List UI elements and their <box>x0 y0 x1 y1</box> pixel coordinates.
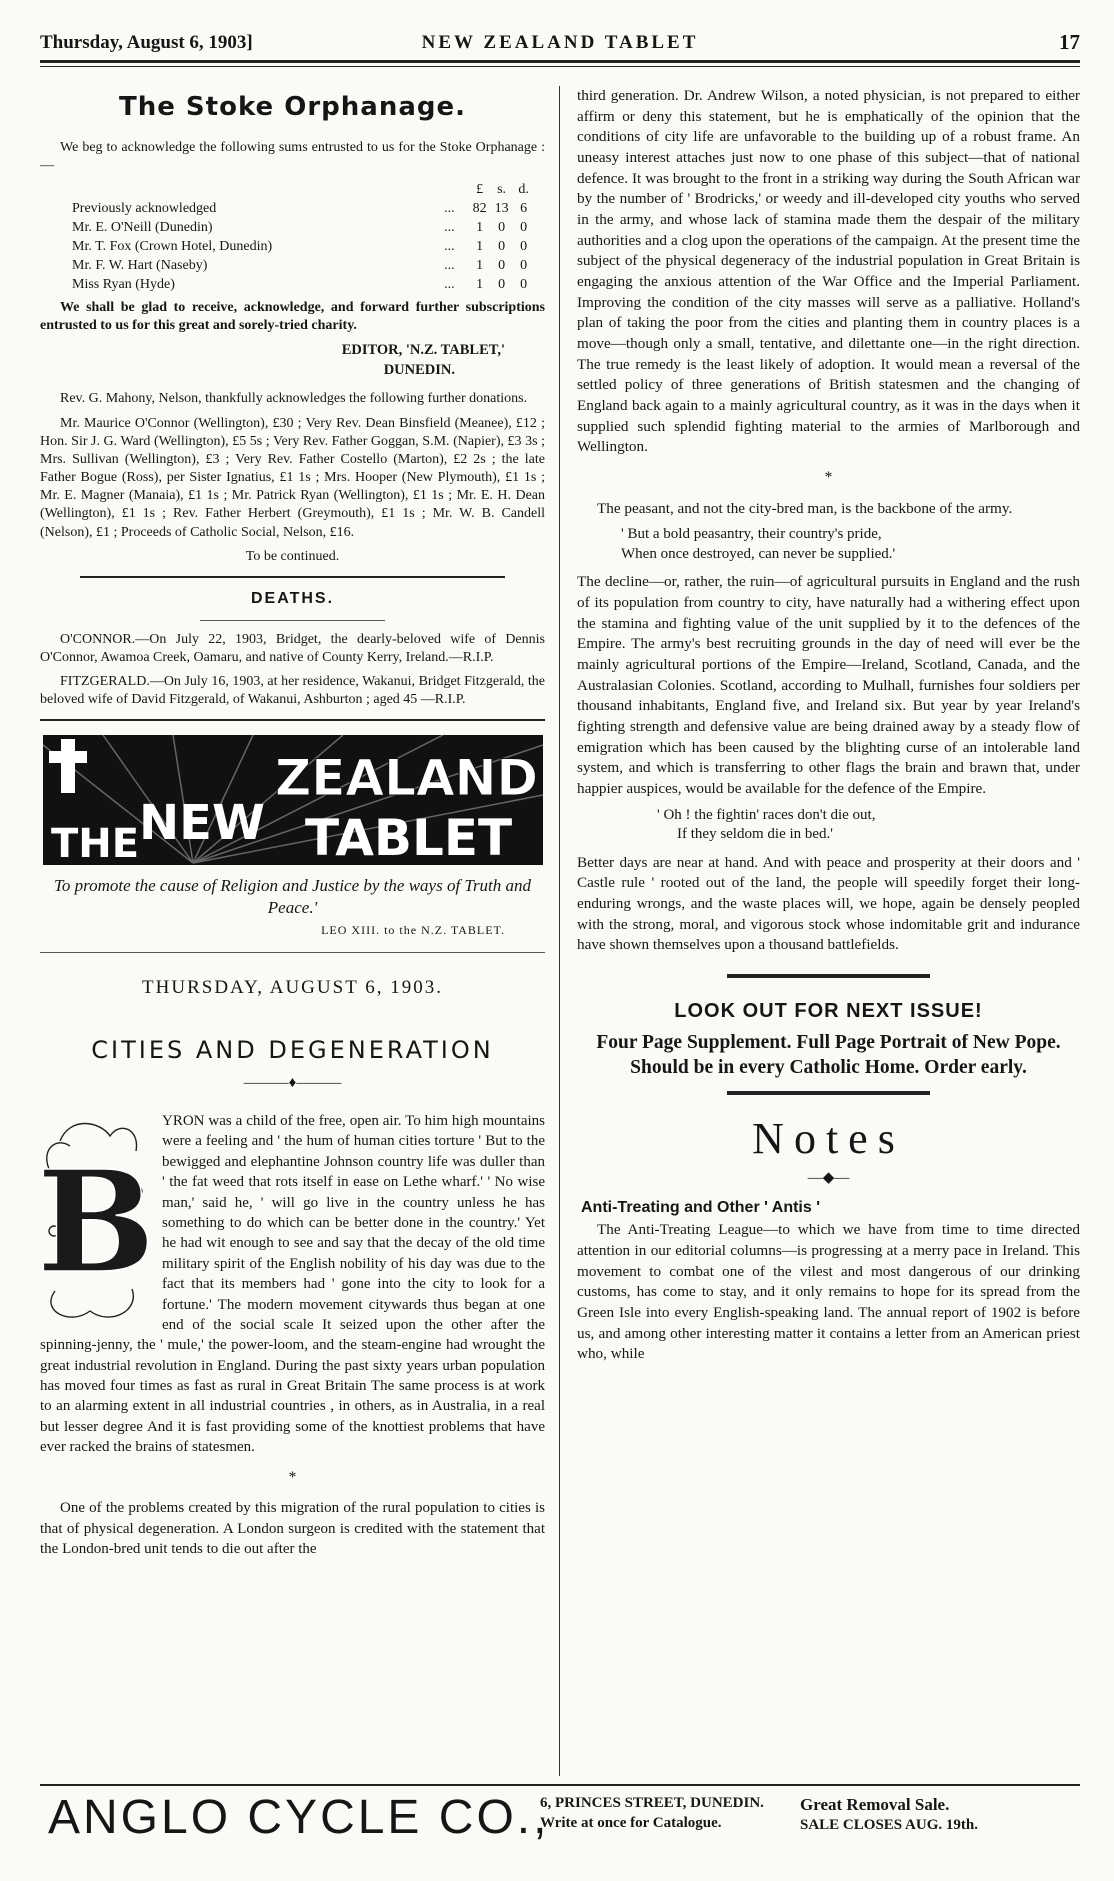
paper-name: NEW ZEALAND TABLET <box>421 32 699 53</box>
orphanage-intro: We beg to acknowledge the following sums entrusted to us for the Stoke Orphanage :— <box>40 140 545 174</box>
lookout-title: LOOK OUT FOR NEXT ISSUE! <box>674 1000 983 1023</box>
pence-cell: 0 <box>520 258 528 274</box>
pence-cell: 0 <box>520 220 528 236</box>
editorial-title: CITIES AND DEGENERATION <box>91 1036 494 1065</box>
editor-location: DUNEDIN. <box>383 361 455 378</box>
sale-close-date: SALE CLOSES AUG. 19th. <box>800 1817 978 1834</box>
motto: To promote the cause of Religion and Justice by the ways of Truth and Peace.' <box>53 876 532 918</box>
shillings-cell: 0 <box>498 220 506 236</box>
masthead-rule <box>40 60 1080 67</box>
page-number: 17 <box>1059 30 1080 54</box>
editorial-paragraph: Better days are near at hand. And with peace and prosperity at their doors and ' Castle rule ' rooted out of the land, the people will speedily forget their long-enduring wrongs, and the waste places will, we hope, again be densely peopled with the strong, moral, and vigorous stock whose indomitable grit and indurance have shown themselves upon a thousand battlefields. <box>577 853 1080 954</box>
pence-header: d. <box>518 182 529 198</box>
pounds-cell: 1 <box>476 239 484 255</box>
sale-notice <box>800 1794 978 1836</box>
section-star: * <box>288 1468 297 1486</box>
shillings-cell: 0 <box>498 276 506 292</box>
dropcap-letter: B <box>40 1141 152 1305</box>
table-row <box>70 238 535 257</box>
address-line: 6, PRINCES STREET, DUNEDIN. <box>540 1795 764 1811</box>
advertiser-address <box>540 1794 764 1833</box>
leader-dots: ... <box>444 276 455 292</box>
editorial-paragraph: YRON was a child of the free, open air. To him high mountains were a feeling and ' the hum of human cities torture ' But to the bewigged and elephantine Johnson country life was duller than ' the fat weed that rots itself in ease on Lethe wharf.' ' No wise man,' said he, ' will go live in the country unless he has something to do which can be better done in the country.' Yet he had wit enough to see and say that the decay of the old time military spirit of the English nobility of his day was due to the fact that its members had ' gone into the city to look for a fortune.' The modern movement citywards thus began at one end of the social scale It seized upon the other after the spinning-jenny, the ' mule,' the power-loom, and the steam-engine had wrought the great industrial revolution in England. During the past sixty years urban population has moved four times as fast as rural in Great Britain The same process is at work to an alarming extent in all industrial countries , in others, as in Australia, in a real but lesser degree And it is fast providing some of the knottiest problems that have ever racked the brains of statesmen. <box>40 1113 545 1456</box>
pence-cell: 0 <box>520 276 528 292</box>
shillings-cell: 0 <box>498 258 506 274</box>
pounds-cell: 1 <box>476 220 484 236</box>
orphanage-closing: We shall be glad to receive, acknowledge, and forward further subscriptions entrusted to us for this great and sorely-tried charity. <box>40 299 545 333</box>
column-divider <box>559 86 560 1776</box>
orphanage-title: The Stoke Orphanage. <box>119 92 466 122</box>
pence-cell: 0 <box>520 239 528 255</box>
advertiser-name: ANGLO CYCLE CO., <box>48 1791 550 1844</box>
verse-line: ' Oh ! the fightin' races don't die out, <box>657 806 876 823</box>
footer-rule <box>40 1784 1080 1786</box>
editorial-paragraph: third generation. Dr. Andrew Wilson, a noted physician, is not prepared to either affirm or deny this statement, but he is emphatically of the opinion that the conditions of city life are unfavorable to the building up of a robust frame. An uneasy interest attaches just now to one phase of this subject—that of national defence. It was brought to the front in a striking way during the South African war by the number of ' Brodricks,' or weedy and ill-developed city youths who served in the army, and whose lack of stamina made them the despair of the military authorities and a clog upon the operations of the campaign. At the present time the subject of the physical degeneracy of the industrial population in Great Britain is engaging the anxious attention of the War Office and the Imperial Parliament. Improving the condition of the city masses will serve as a palliative. Holland's plan of taking the poor from the cities and planting them in country places is a move—though only a small, tentative, and dilettante one—in the right direction. The true remedy is the least likely of adoption. It would mean a reversal of the settled policy of three generations of British statesmen and the changing of England back again to a mainly agricultural country, as it was in the days when it supplied such splendid fighting material to the armies of Marlborough and Wellington. <box>577 87 1080 456</box>
donor-name: Miss Ryan (Hyde) <box>72 276 175 292</box>
short-rule <box>200 620 385 621</box>
logo-new: NEW <box>138 795 265 852</box>
section-rule <box>40 719 545 721</box>
catalogue-line: Write at once for Catalogue. <box>540 1814 722 1831</box>
shillings-cell: 0 <box>498 239 506 255</box>
verse-line: When once destroyed, can never be supplied.' <box>621 545 896 562</box>
editorial-paragraph: The peasant, and not the city-bred man, is the backbone of the army. <box>597 499 1013 517</box>
ornamental-dropcap-icon <box>40 1111 152 1329</box>
pounds-cell: 1 <box>476 258 484 274</box>
donor-name: Mr. F. W. Hart (Naseby) <box>72 258 208 274</box>
table-row <box>70 257 535 276</box>
tablet-logo <box>43 735 543 865</box>
table-row <box>70 276 535 295</box>
verse-line: If they seldom die in bed.' <box>677 826 833 843</box>
editorial-paragraph: One of the problems created by this migration of the rural population to cities is that of physical degeneration. A London surgeon is credited with the statement that the London-bred unit tends to die out after the <box>40 1500 545 1557</box>
notes-paragraph: The Anti-Treating League—to which we have from time to time directed attention in our editorial columns—is progressing at a merry pace in Ireland. This movement to combat one of the vilest and most dangerous of our drinking customs, has come to stay, and it only remains to hope for its spread from the Green Isle into every English-speaking land. The annual report of 1902 is before us, and among other interesting matter it contains a letter from an American priest who, while <box>577 1221 1080 1363</box>
pence-cell: 6 <box>520 201 528 217</box>
logo-tablet: TABLET <box>304 809 512 866</box>
notes-subhead: Anti-Treating and Other ' Antis ' <box>581 1198 821 1216</box>
left-column <box>40 86 545 1565</box>
mahony-notice: Rev. G. Mahony, Nelson, thankfully acknowledges the following further donations. <box>60 391 528 407</box>
leader-dots: ... <box>444 220 455 236</box>
masthead <box>40 26 1080 54</box>
donations-table <box>70 181 535 294</box>
table-row <box>70 219 535 238</box>
continued-note: To be continued. <box>245 548 340 564</box>
advertisement-footer <box>40 1790 1080 1850</box>
dropcap-b <box>40 1111 152 1329</box>
motto-attribution: LEO XIII. to the N.Z. TABLET. <box>321 922 505 937</box>
currency-header <box>70 181 535 200</box>
section-rule <box>727 974 930 978</box>
editorial-paragraph: The decline—or, rather, the ruin—of agricultural pursuits in England and the rush of its population from country to city, have naturally had a withering effect upon the stamina and fighting value of the unit supplied by it to the defences of the Empire. The army's best recruiting grounds in the day of need will ever be the mainly agricultural portions of the Empire—Ireland, Scotland, Canada, and the Australasian Colonies. Scotland, according to Mulhall, furnishes four soldiers per thousand inhabitants, England five, and Ireland six. But year by year Ireland's fighting strength and defensive value are being drained away by a steady flow of emigration which has been caused by the blighting curse of an intolerable land system, and which is transferring to other flags the brain and brawn that, under happier auspices, would be available for the defence of the Empire. <box>577 573 1080 798</box>
tablet-logo-graphic <box>43 735 543 865</box>
shillings-header: s. <box>497 182 507 198</box>
pounds-cell: 1 <box>476 276 484 292</box>
donor-name: Mr. T. Fox (Crown Hotel, Dunedin) <box>72 239 273 255</box>
donor-name: Mr. E. O'Neill (Dunedin) <box>72 220 213 236</box>
leader-dots: ... <box>444 239 455 255</box>
editorial-date: THURSDAY, AUGUST 6, 1903. <box>142 976 443 998</box>
pounds-header: £ <box>476 182 484 198</box>
pounds-cell: 82 <box>472 201 487 217</box>
section-rule <box>727 1091 930 1095</box>
logo-zealand: ZEALAND <box>274 749 538 808</box>
table-row <box>70 200 535 219</box>
section-star: * <box>824 469 833 487</box>
deaths-title: DEATHS. <box>250 590 335 607</box>
logo-the: THE <box>50 821 139 866</box>
shillings-cell: 13 <box>494 201 509 217</box>
donor-name: Previously acknowledged <box>72 201 217 217</box>
leader-dots: ... <box>444 258 455 274</box>
notes-title: Notes <box>752 1114 905 1164</box>
issue-date: Thursday, August 6, 1903] <box>40 32 253 53</box>
editor-signature: EDITOR, 'N.Z. TABLET,' <box>341 342 505 359</box>
leader-dots: ... <box>444 201 455 217</box>
right-column <box>577 86 1080 1371</box>
section-rule <box>80 576 505 578</box>
donations-list: Mr. Maurice O'Connor (Wellington), £30 ; Very Rev. Dean Binsfield (Meanee), £12 ; Hon. Sir J. G. Ward (Wellington), £5 5s ; Very Rev. Father Goggan, S.M. (Napier), £3 3s ; Mrs. Sullivan (Wellington), £3 ; Very Rev. Father Costello (Marton), £2 2s ; the late Father Bogue (Ross), per Sister Ignatius, £1 1s ; Mrs. Hooper (New Plymouth), £1 1s ; Mr. E. Magner (Manaia), £1 1s ; Mr. Patrick Ryan (Wellington), £1 1s ; Mr. E. H. Dean (Wellington), £1 1s ; Rev. Father Herbert (Greymouth), £1 1s ; Mr. W. B. Candell (Nelson), £1 ; Proceeds of Catholic Social, Nelson, £16. <box>40 415 545 540</box>
lookout-body: Four Page Supplement. Full Page Portrait of New Pope. Should be in every Catholic Home. Order early. <box>596 1032 1061 1079</box>
sale-headline: Great Removal Sale. <box>800 1795 950 1814</box>
verse-line: ' But a bold peasantry, their country's pride, <box>621 526 882 543</box>
notes-ornament: —◆— <box>807 1170 850 1187</box>
death-notice: FITZGERALD.—On July 16, 1903, at her residence, Wakanui, Bridget Fitzgerald, the beloved wife of David Fitzgerald, of Wakanui, Ashburton ; aged 45 —R.I.P. <box>40 673 545 708</box>
title-ornament: ———♦——— <box>243 1074 342 1091</box>
death-notice: O'CONNOR.—On July 22, 1903, Bridget, the dearly-beloved wife of Dennis O'Connor, Awamoa Creek, Oamaru, and native of County Kerry, Ireland.—R.I.P. <box>40 631 545 665</box>
section-rule <box>40 952 545 953</box>
